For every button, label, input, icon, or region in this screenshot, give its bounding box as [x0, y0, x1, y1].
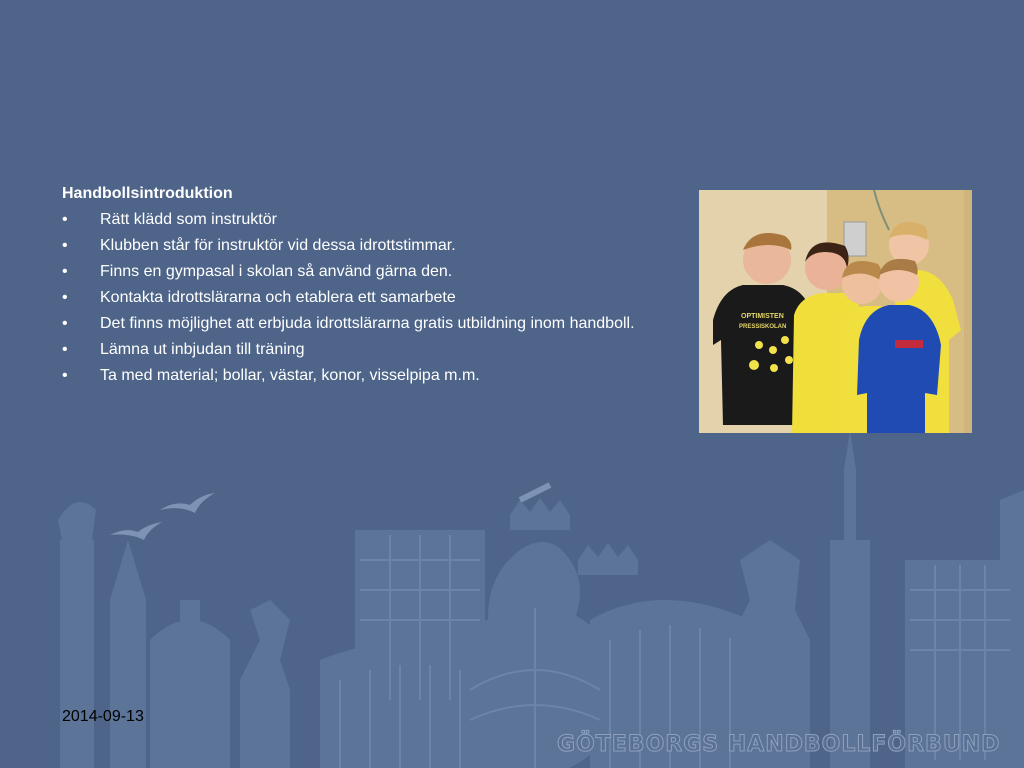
bullet-icon: •	[62, 237, 68, 254]
list-item	[62, 314, 662, 333]
bullet-text: Det finns möjlighet att erbjuda idrottslärarna gratis utbildning inom handboll.	[100, 315, 635, 332]
bullet-text: Klubben står för instruktör vid dessa idrottstimmar.	[100, 237, 456, 254]
slide-heading: Handbollsintroduktion	[62, 185, 233, 202]
shirt-text-1: OPTIMISTEN	[741, 313, 784, 320]
bullet-text: Finns en gympasal i skolan så använd gärna den.	[100, 263, 453, 280]
list-item	[62, 340, 662, 359]
list-item	[62, 366, 662, 385]
brand-wordmark: GÖTEBORGS HANDBOLLFÖRBUND	[557, 732, 1001, 757]
bullet-icon: •	[62, 263, 68, 280]
list-item	[62, 210, 662, 229]
kids-team-photo	[699, 190, 972, 433]
bullet-icon: •	[62, 289, 68, 306]
slide-date: 2014-09-13	[62, 708, 144, 725]
bullet-icon: •	[62, 367, 68, 384]
bullet-text: Lämna ut inbjudan till träning	[100, 341, 305, 358]
bullet-icon: •	[62, 315, 68, 332]
bullet-icon: •	[62, 211, 68, 228]
bullet-text: Rätt klädd som instruktör	[100, 211, 277, 228]
bullet-text: Ta med material; bollar, västar, konor, visselpipa m.m.	[100, 367, 480, 384]
shirt-text-2: PRESSISKOLAN	[739, 324, 787, 330]
content-block	[62, 184, 662, 392]
list-item	[62, 288, 662, 307]
list-item	[62, 262, 662, 281]
list-item	[62, 236, 662, 255]
bullet-icon: •	[62, 341, 68, 358]
bullet-list	[62, 210, 662, 385]
bullet-text: Kontakta idrottslärarna och etablera ett samarbete	[100, 289, 456, 306]
